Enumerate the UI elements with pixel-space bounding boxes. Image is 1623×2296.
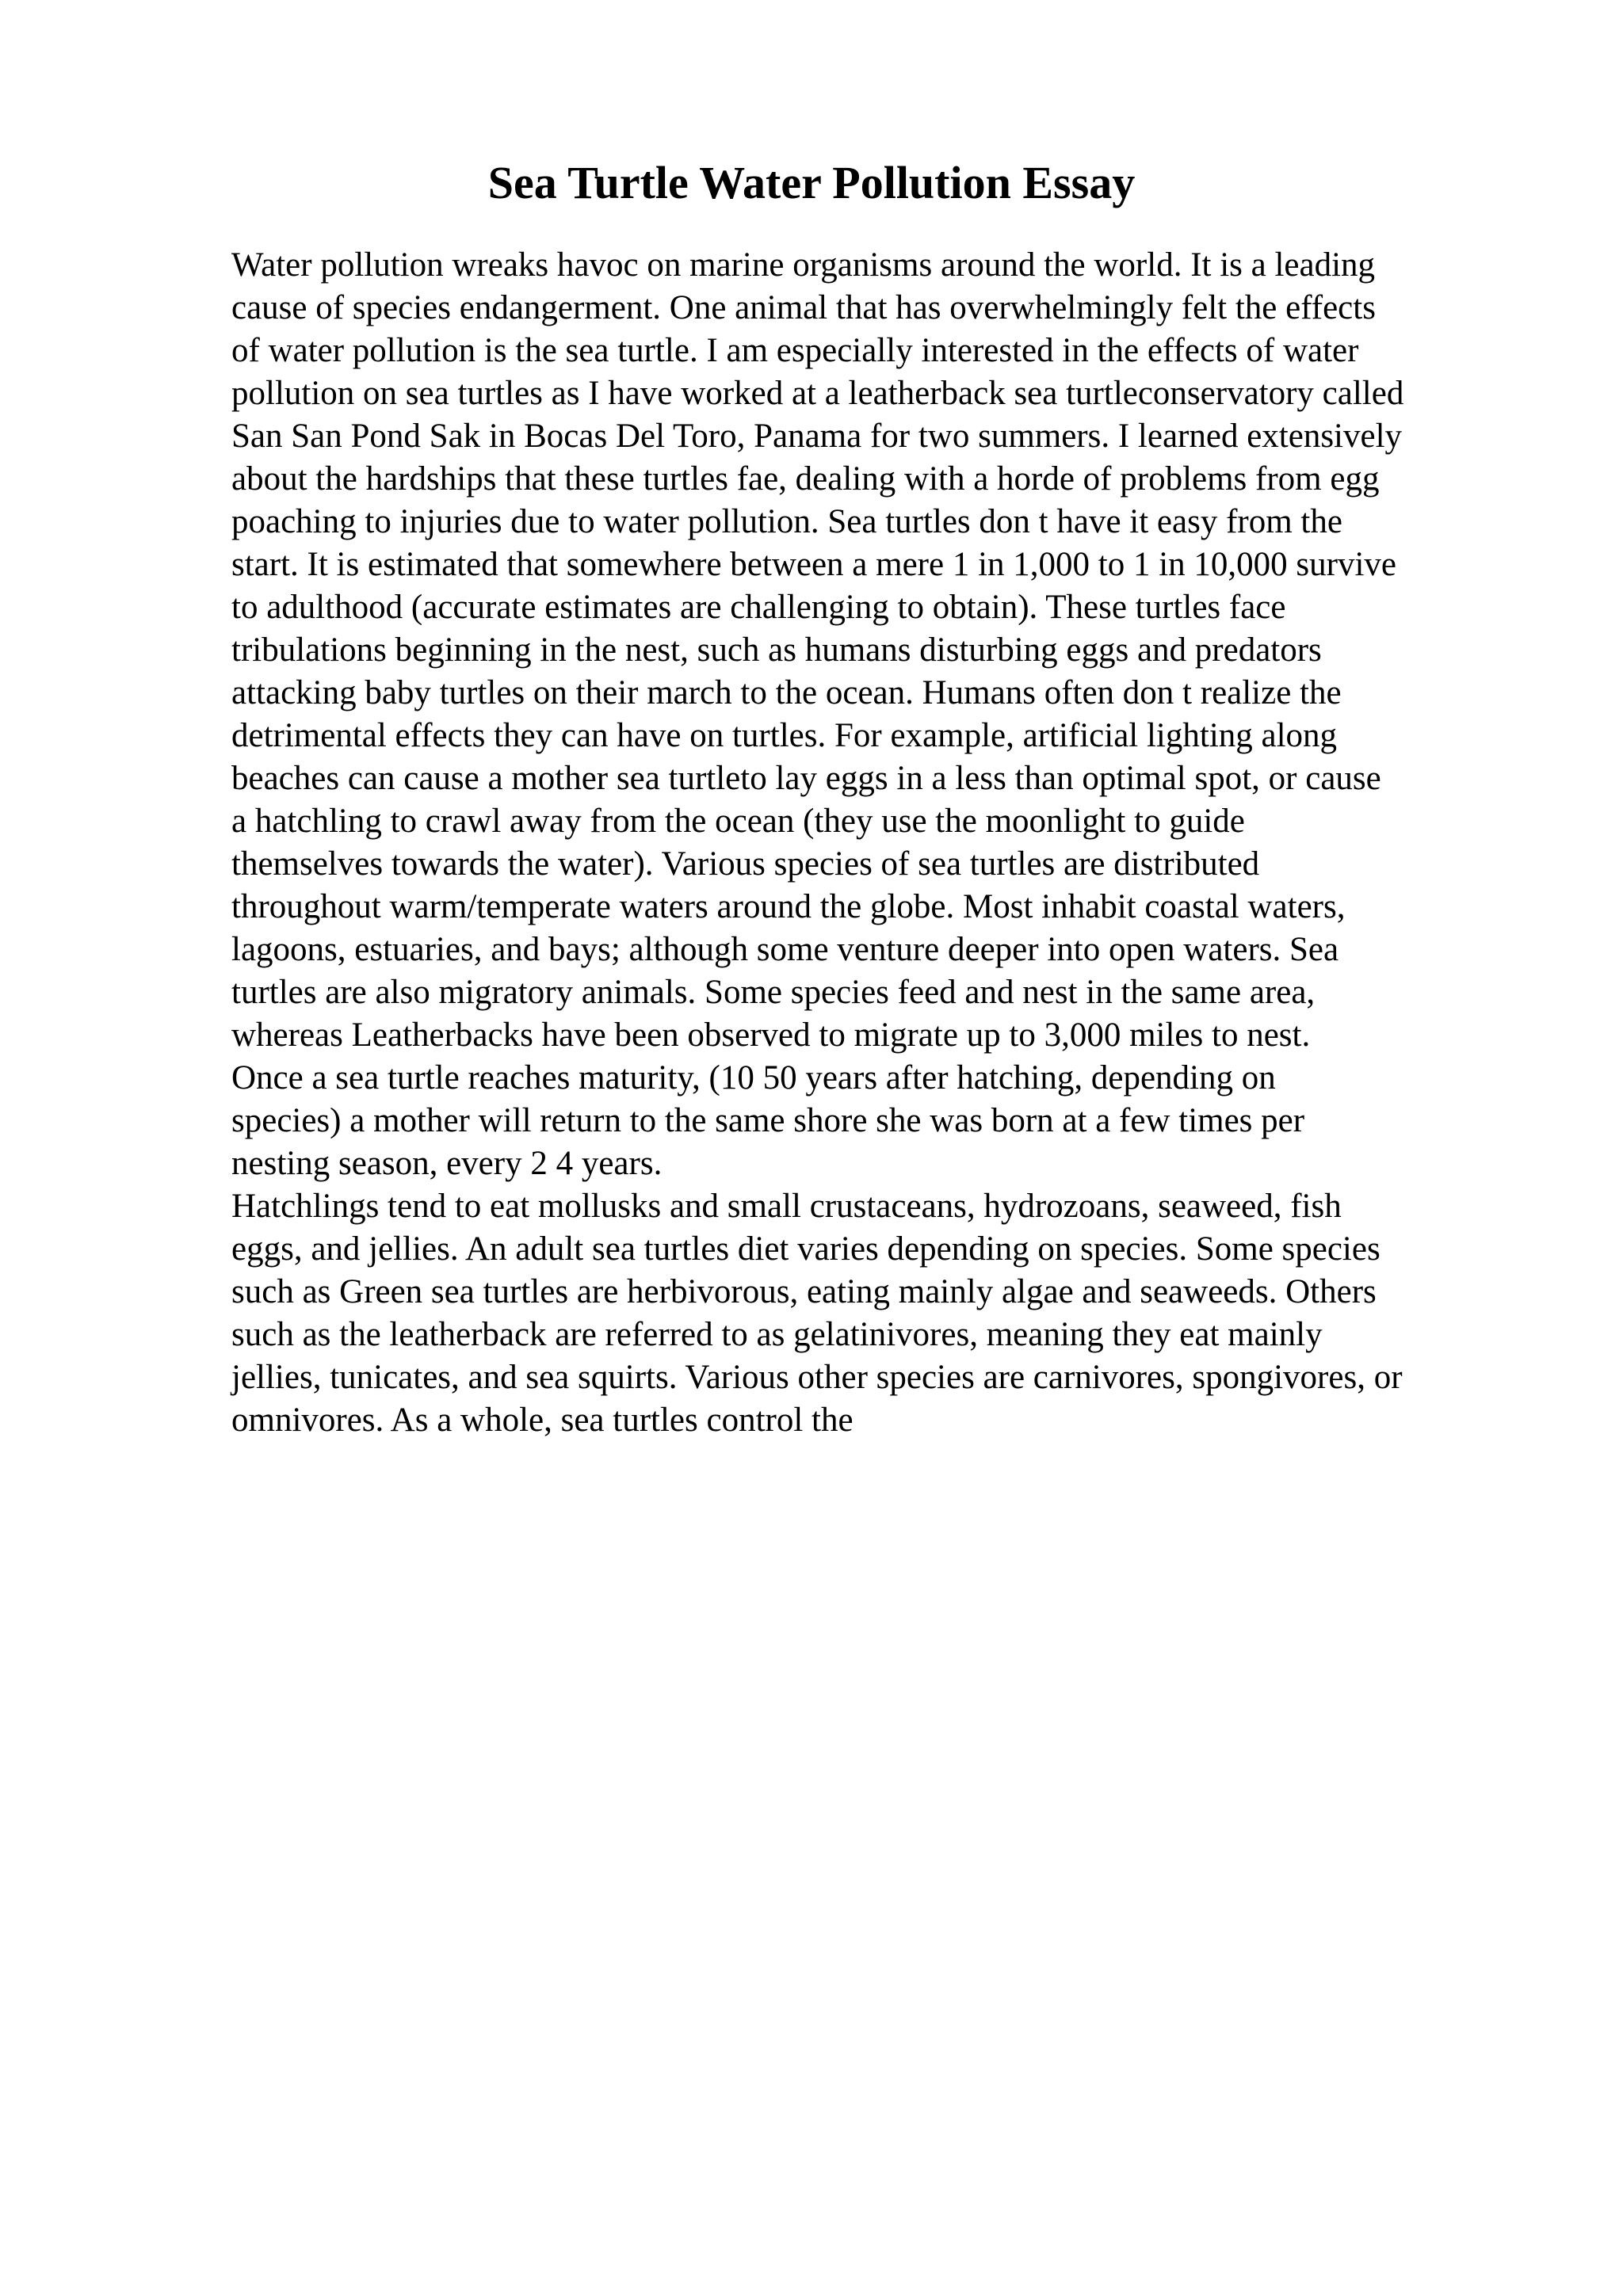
essay-line: such as the leatherback are referred to as gelatinivores, meaning they eat mainly [231, 1316, 1323, 1353]
essay-line: throughout warm/temperate waters around the globe. Most inhabit coastal waters, [231, 888, 1346, 925]
essay-line: San San Pond Sak in Bocas Del Toro, Panama for two summers. I learned extensively [231, 418, 1403, 455]
essay-line: pollution on sea turtles as I have worked at a leatherback sea turtleconservatory called [231, 375, 1404, 412]
essay-line: turtles are also migratory animals. Some species feed and nest in the same area, [231, 974, 1316, 1011]
essay-line: of water pollution is the sea turtle. I am especially interested in the effects of water [231, 332, 1359, 369]
essay-line: nesting season, every 2 4 years. [231, 1145, 663, 1182]
essay-line: omnivores. As a whole, sea turtles control the [231, 1402, 854, 1439]
essay-line: themselves towards the water). Various species of sea turtles are distributed [231, 845, 1260, 883]
essay-line: about the hardships that these turtles fae, dealing with a horde of problems from egg [231, 460, 1380, 498]
essay-line: a hatchling to crawl away from the ocean (they use the moonlight to guide [231, 803, 1245, 840]
essay-line: Once a sea turtle reaches maturity, (10 50 years after hatching, depending on [231, 1059, 1276, 1097]
essay-line: tribulations beginning in the nest, such as humans disturbing eggs and predators [231, 631, 1322, 669]
essay-line: such as Green sea turtles are herbivorous, eating mainly algae and seaweeds. Others [231, 1273, 1377, 1310]
essay-line: to adulthood (accurate estimates are challenging to obtain). These turtles face [231, 589, 1286, 626]
essay-line: lagoons, estuaries, and bays; although some venture deeper into open waters. Sea [231, 931, 1339, 968]
essay-line: cause of species endangerment. One animal that has overwhelmingly felt the effects [231, 289, 1376, 326]
essay-line: start. It is estimated that somewhere between a mere 1 in 1,000 to 1 in 10,000 survive [231, 546, 1396, 583]
essay-line: eggs, and jellies. An adult sea turtles diet varies depending on species. Some species [231, 1230, 1381, 1268]
essay-line: Hatchlings tend to eat mollusks and small crustaceans, hydrozoans, seaweed, fish [231, 1188, 1342, 1225]
essay-line: whereas Leatherbacks have been observed to migrate up to 3,000 miles to nest. [231, 1016, 1311, 1054]
essay-title: Sea Turtle Water Pollution Essay [487, 157, 1136, 208]
essay-line: attacking baby turtles on their march to the ocean. Humans often don t realize the [231, 674, 1342, 711]
essay-line: jellies, tunicates, and sea squirts. Various other species are carnivores, spongivores, or [231, 1359, 1403, 1396]
essay-body [231, 244, 1579, 1442]
essay-line: poaching to injuries due to water pollution. Sea turtles don t have it easy from the [231, 503, 1342, 540]
essay-line: Water pollution wreaks havoc on marine organisms around the world. It is a leading [231, 246, 1376, 284]
essay-line: species) a mother will return to the same shore she was born at a few times per [231, 1102, 1305, 1139]
essay-line: beaches can cause a mother sea turtleto lay eggs in a less than optimal spot, or cause [231, 760, 1381, 797]
essay-line: detrimental effects they can have on turtles. For example, artificial lighting along [231, 717, 1338, 754]
